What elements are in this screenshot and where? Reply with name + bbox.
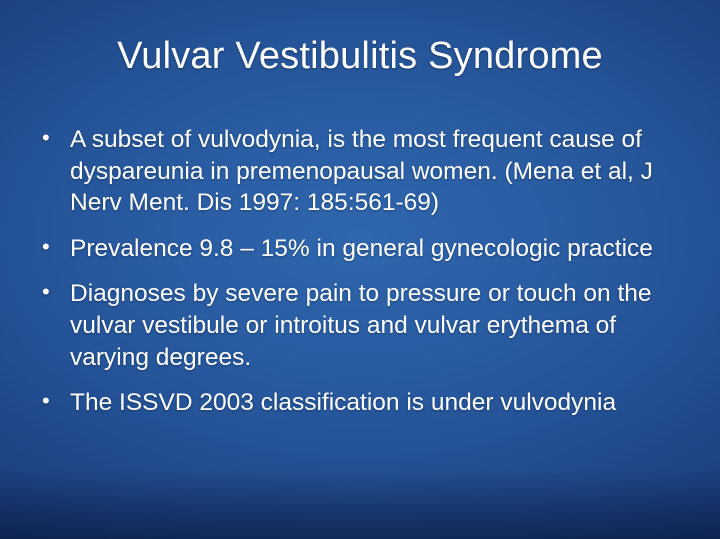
bullet-marker-icon: • — [42, 279, 50, 305]
bullet-marker-icon: • — [42, 388, 50, 414]
list-item — [34, 124, 686, 219]
list-item — [34, 387, 686, 419]
bullet-marker-icon: • — [42, 125, 50, 150]
list-item-text: The ISSVD 2003 classification is under vulvodynia — [70, 389, 617, 417]
list-item-text: A subset of vulvodynia, is the most frequent cause of dyspareunia in premenopausal women. (Mena et al, J Nerv Ment. Dis 1997: 185:561-69) — [70, 126, 653, 217]
bullet-list — [34, 124, 686, 419]
list-item — [34, 233, 686, 265]
list-item-text: Diagnoses by severe pain to pressure or touch on the vulvar vestibule or introitus and vulvar erythema of varying degrees. — [70, 280, 652, 371]
list-item-text: Prevalence 9.8 – 15% in general gynecologic practice — [70, 234, 653, 262]
bullet-marker-icon: • — [42, 233, 50, 259]
list-item — [34, 278, 686, 373]
page-title: Vulvar Vestibulitis Syndrome — [117, 35, 603, 77]
